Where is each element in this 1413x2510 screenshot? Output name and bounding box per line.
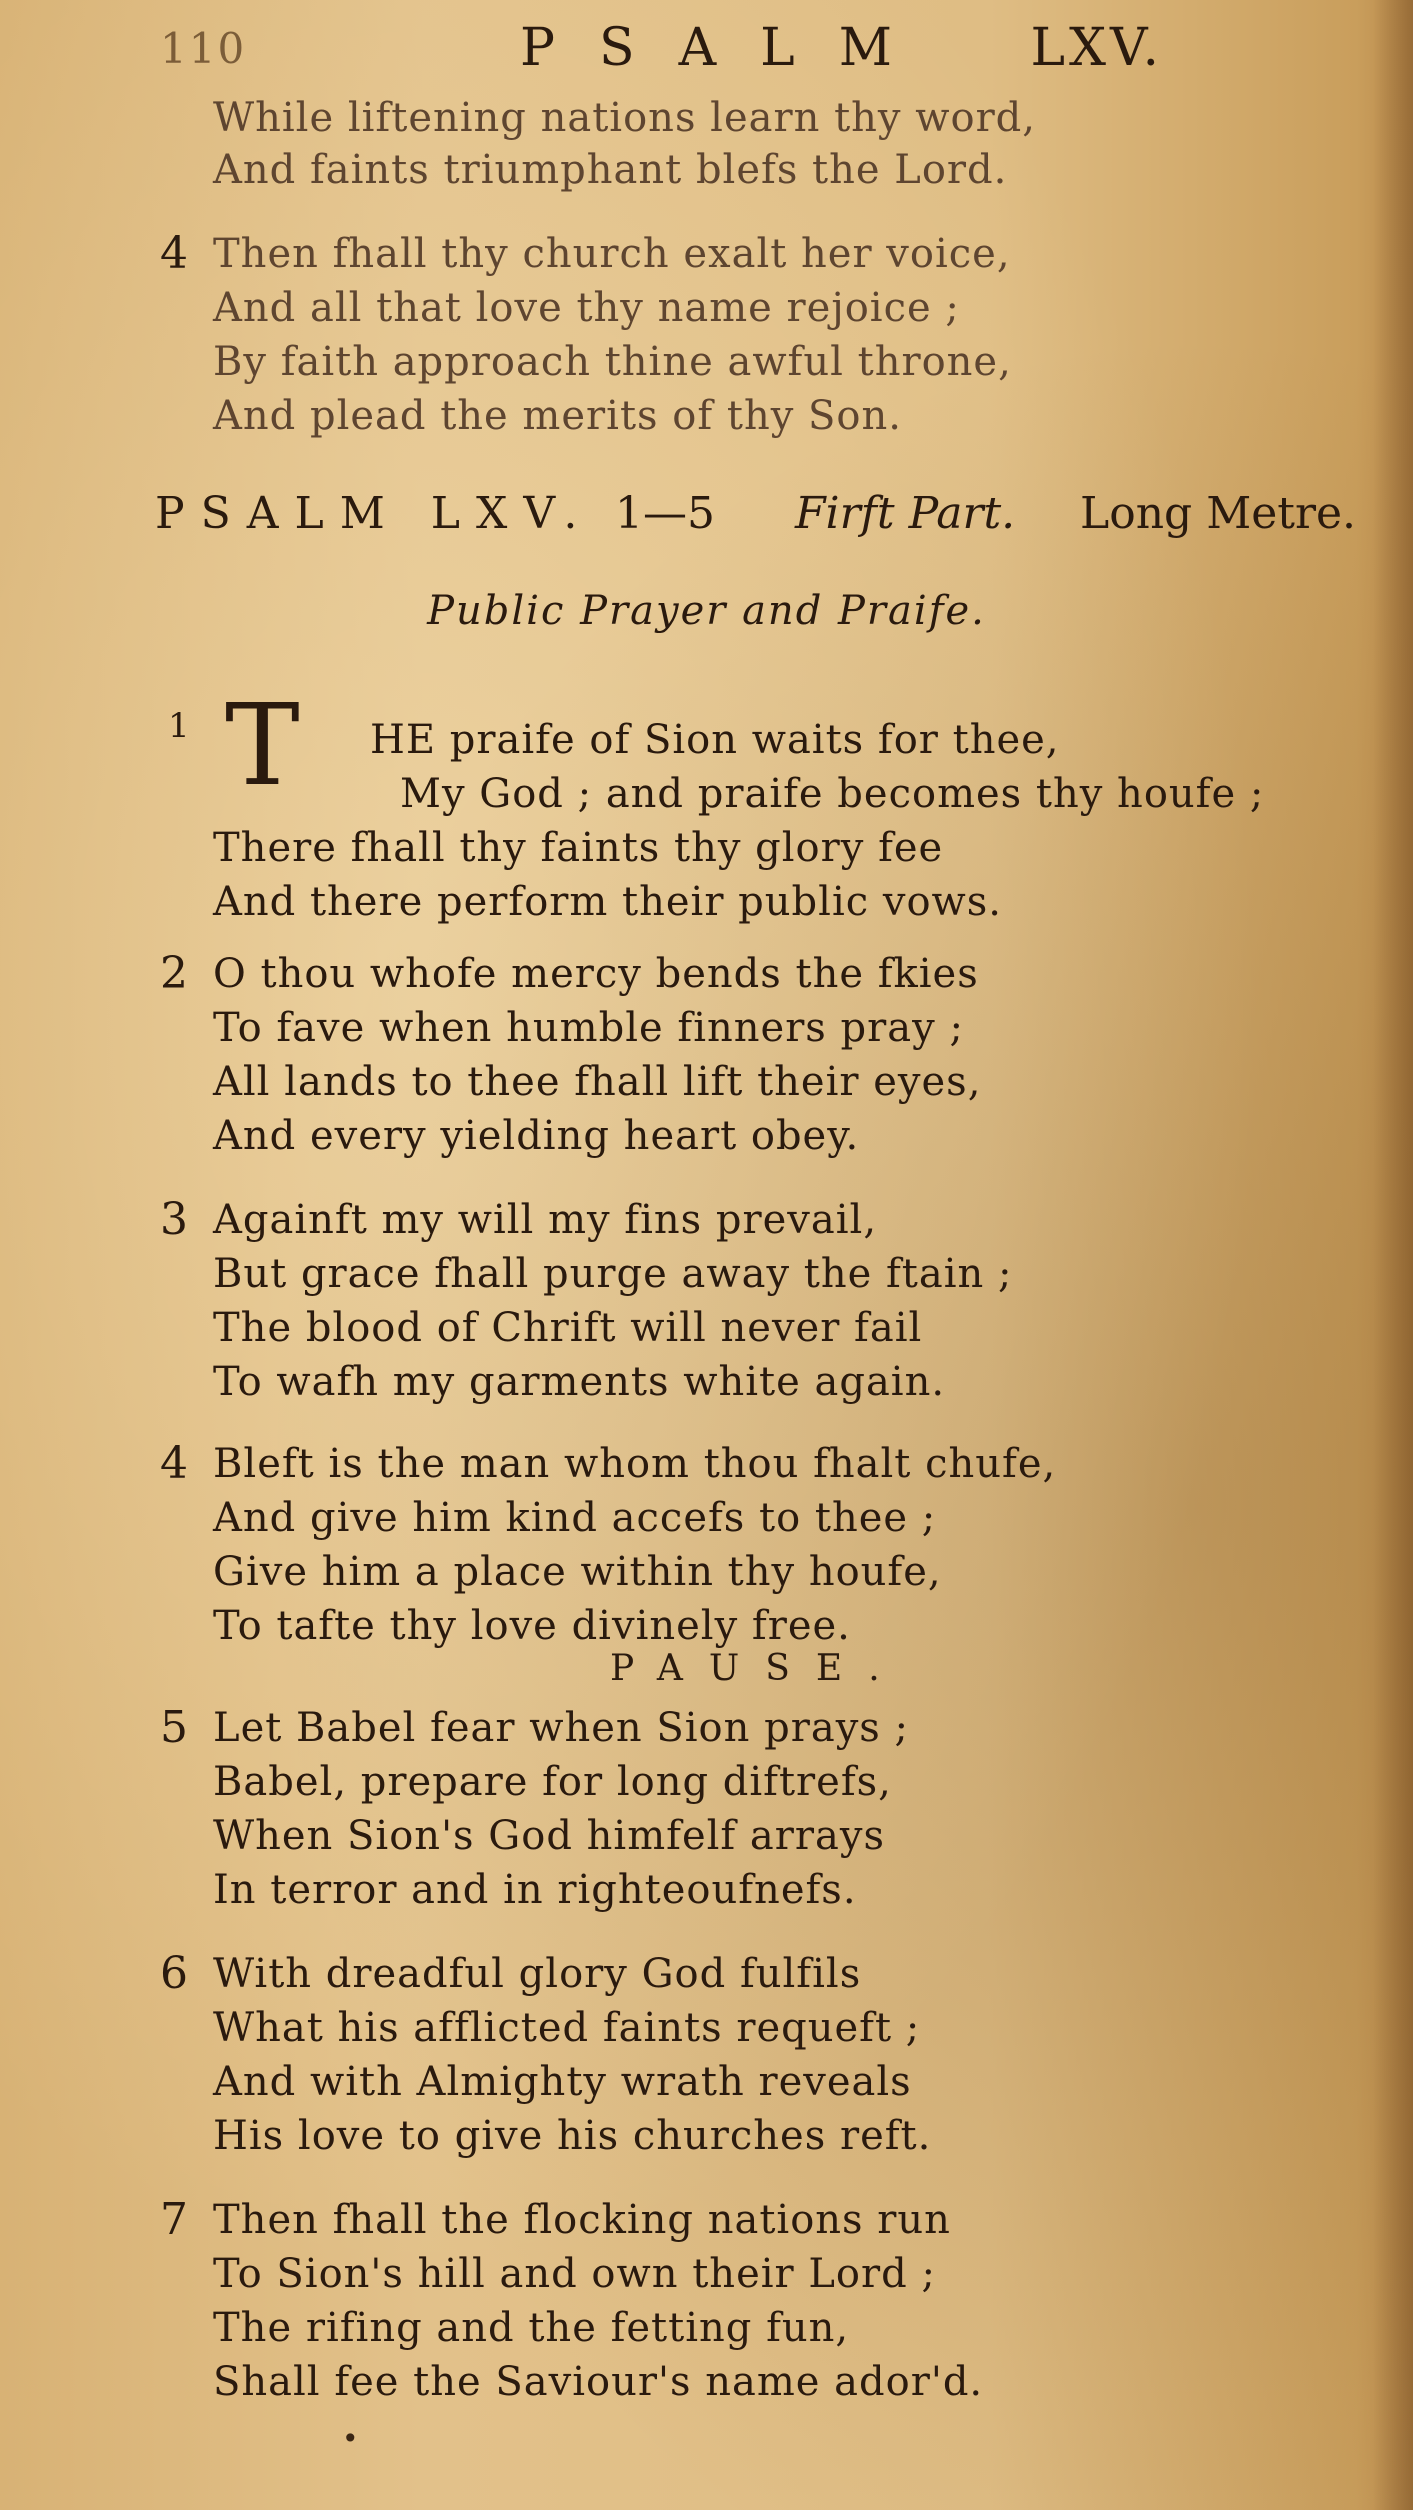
verse-line: Then fhall the flocking nations run: [213, 2197, 951, 2243]
verse-line: And faints triumphant blefs the Lord.: [213, 147, 1008, 193]
stanza-number: 7: [160, 2194, 188, 2245]
pause-marker: PAUSE.: [610, 1648, 906, 1689]
psalm-heading-range: 1—5: [615, 488, 715, 539]
stanza-number: 4: [160, 1438, 188, 1489]
verse-line: Shall fee the Saviour's name ador'd.: [213, 2359, 984, 2405]
verse-line: To tafte thy love divinely free.: [213, 1603, 851, 1649]
verse-line: And with Almighty wrath reveals: [213, 2059, 912, 2105]
verse-line: O thou whofe mercy bends the fkies: [213, 951, 979, 997]
verse-line: And all that love thy name rejoice ;: [213, 285, 960, 331]
psalm-heading-metre: Long Metre.: [1080, 488, 1357, 539]
verse-line: When Sion's God himfelf arrays: [213, 1813, 885, 1859]
verse-line: In terror and in righteoufnefs.: [213, 1867, 857, 1913]
verse-line: Bleft is the man whom thou fhalt chufe,: [213, 1441, 1057, 1487]
verse-line: Let Babel fear when Sion prays ;: [213, 1705, 910, 1751]
page-edge-shadow: [1373, 0, 1413, 2510]
verse-line: With dreadful glory God fulfils: [213, 1951, 862, 1997]
verse-line: Babel, prepare for long diftrefs,: [213, 1759, 892, 1805]
verse-line: But grace fhall purge away the ftain ;: [213, 1251, 1013, 1297]
verse-line: And there perform their public vows.: [213, 879, 1003, 925]
verse-line: Give him a place within thy houfe,: [213, 1549, 942, 1595]
running-head-title: PSALM: [520, 18, 936, 78]
psalm-subtitle: Public Prayer and Praife.: [427, 588, 986, 634]
verse-line: My God ; and praife becomes thy houfe ;: [400, 771, 1265, 817]
verse-line: And plead the merits of thy Son.: [213, 393, 902, 439]
page-number: 110: [160, 24, 247, 73]
verse-line: All lands to thee fhall lift their eyes,: [213, 1059, 982, 1105]
running-head-psalm-number: LXV.: [1030, 18, 1163, 78]
verse-line: There fhall thy faints thy glory fee: [213, 825, 944, 871]
stanza-number: 3: [160, 1194, 188, 1245]
stanza-number: 1: [168, 706, 190, 746]
verse-line: What his afflicted faints requeft ;: [213, 2005, 921, 2051]
drop-cap: T: [225, 681, 300, 811]
verse-line: And every yielding heart obey.: [213, 1113, 860, 1159]
stanza-number: 4: [160, 228, 188, 279]
verse-line: And give him kind accefs to thee ;: [213, 1495, 937, 1541]
verse-line: The blood of Chrift will never fail: [213, 1305, 923, 1351]
psalm-heading-title: PSALM LXV.: [155, 488, 594, 539]
verse-line: By faith approach thine awful throne,: [213, 339, 1012, 385]
psalm-heading-part: Firft Part.: [795, 488, 1016, 539]
stanza-number: 6: [160, 1948, 188, 1999]
verse-line: To fave when humble finners pray ;: [213, 1005, 964, 1051]
stanza-number: 5: [160, 1702, 188, 1753]
verse-line: Againft my will my fins prevail,: [213, 1197, 878, 1243]
running-head: [150, 18, 1163, 78]
verse-line: While liftening nations learn thy word,: [213, 95, 1037, 141]
verse-line: To Sion's hill and own their Lord ;: [213, 2251, 936, 2297]
verse-line: Then fhall thy church exalt her voice,: [213, 231, 1011, 277]
verse-line: His love to give his churches reft.: [213, 2113, 932, 2159]
psalm-heading: [155, 488, 1385, 548]
verse-line: To wafh my garments white again.: [213, 1359, 946, 1405]
stanza-number: 2: [160, 948, 188, 999]
verse-line: HE praife of Sion waits for thee,: [370, 717, 1060, 763]
verse-line: The rifing and the fetting fun,: [213, 2305, 850, 2351]
ink-mark: •: [342, 2422, 359, 2455]
